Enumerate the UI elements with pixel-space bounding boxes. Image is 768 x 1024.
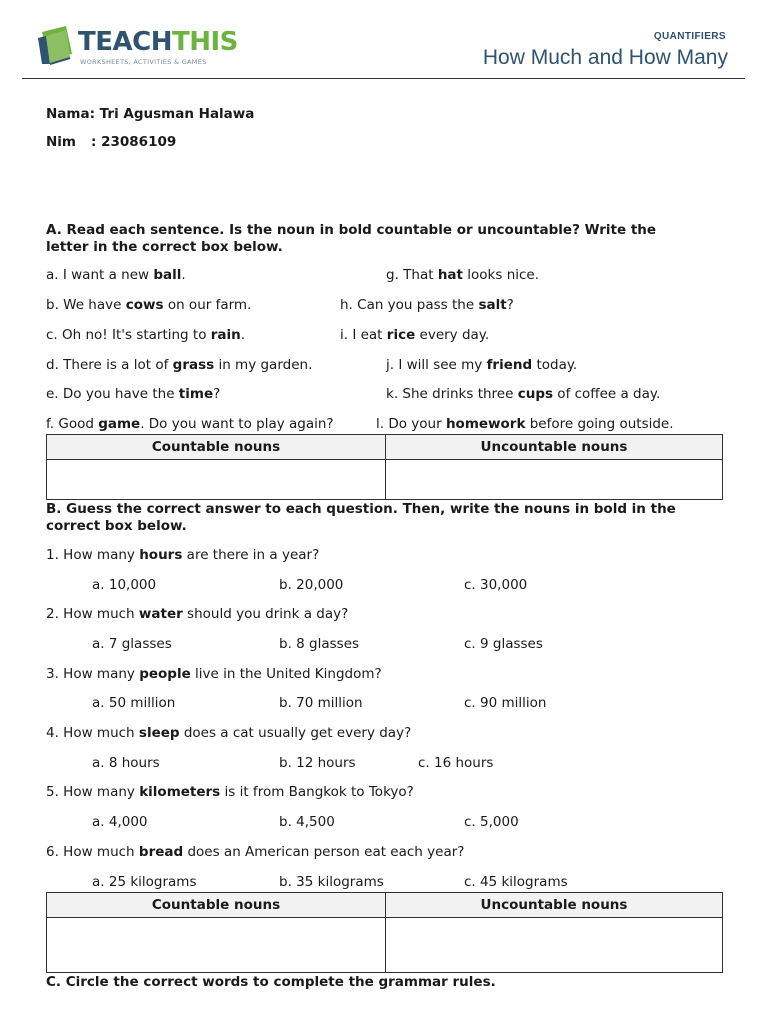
section-b-answer-table (46, 892, 723, 973)
q3-option-c[interactable]: c. 90 million (464, 695, 547, 711)
uncountable-header: Uncountable nouns (386, 893, 723, 918)
topic-label: QUANTIFIERS (653, 31, 726, 42)
section-a-instruction-1: A. Read each sentence. Is the noun in bold countable or uncountable? Write the (46, 222, 657, 238)
logo-tagline: WORKSHEETS, ACTIVITIES & GAMES (80, 58, 207, 66)
section-a-answer-table (46, 434, 723, 500)
q5-option-b[interactable]: b. 4,500 (279, 814, 335, 830)
student-nim-label: Nim (46, 134, 76, 150)
logo-this: THIS (171, 27, 238, 57)
student-nim-value: : 23086109 (91, 134, 177, 150)
section-b-instruction-2: correct box below. (46, 518, 187, 534)
sentence-e: e. Do you have the time? (46, 386, 221, 402)
question-3: 3. How many people live in the United Kingdom? (46, 666, 382, 682)
question-1: 1. How many hours are there in a year? (46, 547, 320, 563)
sentence-c: c. Oh no! It's starting to rain. (46, 327, 246, 343)
q6-option-b[interactable]: b. 35 kilograms (279, 874, 384, 890)
logo (36, 24, 238, 70)
q6-option-c[interactable]: c. 45 kilograms (464, 874, 568, 890)
sentence-j: j. I will see my friend today. (386, 357, 578, 373)
q1-option-c[interactable]: c. 30,000 (464, 577, 528, 593)
countable-header: Countable nouns (47, 893, 386, 918)
section-c-instruction: C. Circle the correct words to complete the grammar rules. (46, 974, 496, 990)
q3-option-b[interactable]: b. 70 million (279, 695, 363, 711)
q4-option-b[interactable]: b. 12 hours (279, 755, 356, 771)
book-logo-icon (36, 24, 76, 66)
sentence-d: d. There is a lot of grass in my garden. (46, 357, 313, 373)
sentence-l: l. Do your homework before going outside. (376, 416, 674, 432)
logo-teach: TEACH (78, 27, 172, 57)
q2-option-c[interactable]: c. 9 glasses (464, 636, 543, 652)
countable-answer-box[interactable] (47, 918, 386, 973)
uncountable-answer-box[interactable] (386, 460, 723, 500)
q4-option-c[interactable]: c. 16 hours (418, 755, 494, 771)
sentence-g: g. That hat looks nice. (386, 267, 540, 283)
student-name: Nama: Tri Agusman Halawa (46, 106, 255, 122)
countable-answer-box[interactable] (47, 460, 386, 500)
sentence-k: k. She drinks three cups of coffee a day. (386, 386, 661, 402)
q2-option-b[interactable]: b. 8 glasses (279, 636, 360, 652)
q5-option-a[interactable]: a. 4,000 (92, 814, 148, 830)
countable-header: Countable nouns (47, 435, 386, 460)
sentence-i: i. I eat rice every day. (340, 327, 490, 343)
section-b-instruction-1: B. Guess the correct answer to each question. Then, write the nouns in bold in the (46, 501, 676, 517)
uncountable-header: Uncountable nouns (386, 435, 723, 460)
question-2: 2. How much water should you drink a day? (46, 606, 349, 622)
question-4: 4. How much sleep does a cat usually get every day? (46, 725, 412, 741)
header-divider (22, 78, 745, 79)
page-title: How Much and How Many (482, 46, 728, 69)
q5-option-c[interactable]: c. 5,000 (464, 814, 519, 830)
q1-option-b[interactable]: b. 20,000 (279, 577, 344, 593)
sentence-b: b. We have cows on our farm. (46, 297, 252, 313)
question-6: 6. How much bread does an American person eat each year? (46, 844, 465, 860)
q6-option-a[interactable]: a. 25 kilograms (92, 874, 197, 890)
question-5: 5. How many kilometers is it from Bangkok to Tokyo? (46, 784, 414, 800)
q4-option-a[interactable]: a. 8 hours (92, 755, 160, 771)
sentence-a: a. I want a new ball. (46, 267, 186, 283)
q3-option-a[interactable]: a. 50 million (92, 695, 176, 711)
section-a-instruction-2: letter in the correct box below. (46, 239, 283, 255)
sentence-f: f. Good game. Do you want to play again? (46, 416, 334, 432)
q2-option-a[interactable]: a. 7 glasses (92, 636, 172, 652)
uncountable-answer-box[interactable] (386, 918, 723, 973)
sentence-h: h. Can you pass the salt? (340, 297, 514, 313)
q1-option-a[interactable]: a. 10,000 (92, 577, 157, 593)
